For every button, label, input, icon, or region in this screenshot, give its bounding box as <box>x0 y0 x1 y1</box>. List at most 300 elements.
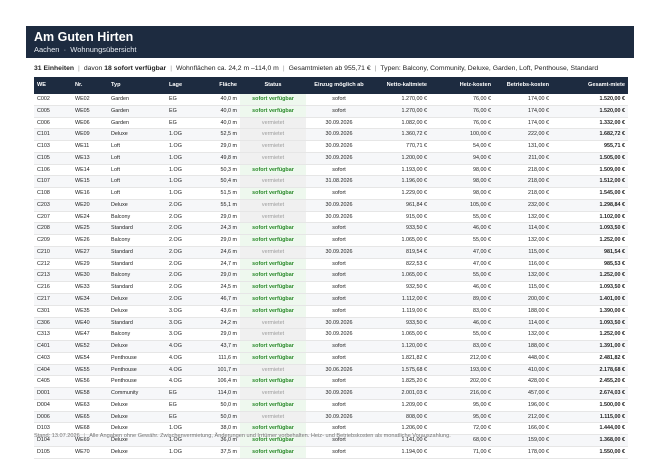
operating-costs: 188,00 € <box>494 341 552 353</box>
net-rent: 808,00 € <box>372 411 430 423</box>
unit-id: C208 <box>34 223 72 235</box>
unit-number: WE20 <box>72 199 108 211</box>
area: 38,0 m <box>204 423 240 435</box>
table-row <box>34 235 628 247</box>
unit-type: Deluxe <box>108 199 166 211</box>
area: 101,7 m <box>204 364 240 376</box>
unit-type: Penthouse <box>108 364 166 376</box>
unit-number: WE29 <box>72 258 108 270</box>
unit-number: WE24 <box>72 211 108 223</box>
col-header-typ: Typ <box>108 77 166 94</box>
operating-costs: 115,00 € <box>494 282 552 294</box>
net-rent: 1.229,00 € <box>372 188 430 200</box>
unit-id: C405 <box>34 376 72 388</box>
unit-type: Deluxe <box>108 399 166 411</box>
separator: | <box>282 65 285 72</box>
unit-id: C216 <box>34 282 72 294</box>
floor: 4.OG <box>166 376 204 388</box>
operating-costs: 131,00 € <box>494 141 552 153</box>
units-count: 31 Einheiten <box>34 65 75 72</box>
floor: 1.OG <box>166 129 204 141</box>
total-rent: 1.512,00 € <box>552 176 628 188</box>
operating-costs: 115,00 € <box>494 246 552 258</box>
floor: 2.OG <box>166 199 204 211</box>
total-rent: 1.401,00 € <box>552 294 628 306</box>
col-header-gesamtmiete: Gesamt-miete <box>552 77 628 94</box>
net-rent: 1.065,00 € <box>372 270 430 282</box>
total-rent: 1.093,50 € <box>552 282 628 294</box>
total-rent: 1.444,00 € <box>552 423 628 435</box>
heating-costs: 68,00 € <box>430 435 494 447</box>
total-rent: 1.298,84 € <box>552 199 628 211</box>
status-badge: sofort verfügbar <box>240 446 306 458</box>
operating-costs: 174,00 € <box>494 94 552 105</box>
unit-number: WE35 <box>72 305 108 317</box>
table-body <box>34 94 628 458</box>
unit-number: WE33 <box>72 282 108 294</box>
net-rent: 770,71 € <box>372 141 430 153</box>
unit-id: C404 <box>34 364 72 376</box>
unit-number: WE14 <box>72 164 108 176</box>
move-in-date: 30.06.2026 <box>306 364 372 376</box>
operating-costs: 218,00 € <box>494 164 552 176</box>
total-rent: 2.455,20 € <box>552 376 628 388</box>
types-list: Typen: Balcony, Community, Deluxe, Garden, Loft, Penthouse, Standard <box>380 65 599 72</box>
heating-costs: 72,00 € <box>430 423 494 435</box>
area: 24,5 m <box>204 282 240 294</box>
move-in-date: sofort <box>306 282 372 294</box>
status-badge: sofort verfügbar <box>240 341 306 353</box>
area: 111,6 m <box>204 352 240 364</box>
unit-type: Standard <box>108 258 166 270</box>
area: 52,5 m <box>204 129 240 141</box>
page-subtitle <box>34 45 626 55</box>
heating-costs: 98,00 € <box>430 164 494 176</box>
heating-costs: 193,00 € <box>430 364 494 376</box>
move-in-date: 30.09.2026 <box>306 117 372 129</box>
heating-costs: 95,00 € <box>430 399 494 411</box>
unit-type: Loft <box>108 176 166 188</box>
unit-type: Loft <box>108 188 166 200</box>
net-rent: 915,00 € <box>372 211 430 223</box>
floor: 1.OG <box>166 188 204 200</box>
table-row <box>34 258 628 270</box>
unit-id: D104 <box>34 435 72 447</box>
area: 51,5 m <box>204 188 240 200</box>
unit-number: WE52 <box>72 341 108 353</box>
area: 24,3 m <box>204 223 240 235</box>
unit-id: C005 <box>34 105 72 117</box>
total-rent: 1.500,00 € <box>552 399 628 411</box>
page-header <box>26 26 634 58</box>
operating-costs: 410,00 € <box>494 364 552 376</box>
heating-costs: 46,00 € <box>430 223 494 235</box>
net-rent: 1.209,00 € <box>372 399 430 411</box>
unit-number: WE13 <box>72 152 108 164</box>
unit-id: C207 <box>34 211 72 223</box>
separator: · <box>61 45 69 54</box>
operating-costs: 114,00 € <box>494 223 552 235</box>
move-in-date: 30.09.2026 <box>306 211 372 223</box>
status-badge: vermietet <box>240 246 306 258</box>
operating-costs: 457,00 € <box>494 388 552 400</box>
col-header-status: Status <box>240 77 306 94</box>
floor: 2.OG <box>166 270 204 282</box>
available-prefix: davon <box>83 65 103 72</box>
net-rent: 1.065,00 € <box>372 329 430 341</box>
table-row <box>34 117 628 129</box>
unit-type: Standard <box>108 317 166 329</box>
unit-id: C403 <box>34 352 72 364</box>
unit-number: WE54 <box>72 352 108 364</box>
unit-id: C103 <box>34 141 72 153</box>
total-rent: 1.509,00 € <box>552 164 628 176</box>
stand-date: Stand: 13.07.2026 <box>34 433 80 439</box>
table-row <box>34 352 628 364</box>
operating-costs: 212,00 € <box>494 411 552 423</box>
move-in-date: sofort <box>306 399 372 411</box>
floor: 2.OG <box>166 246 204 258</box>
total-rent: 1.520,00 € <box>552 105 628 117</box>
col-header-nr: Nr. <box>72 77 108 94</box>
floor: 1.OG <box>166 423 204 435</box>
unit-id: D001 <box>34 388 72 400</box>
unit-id: C203 <box>34 199 72 211</box>
floor: 3.OG <box>166 305 204 317</box>
total-rent: 1.545,00 € <box>552 188 628 200</box>
table-header-row <box>34 77 628 94</box>
move-in-date: 30.09.2026 <box>306 246 372 258</box>
unit-id: C212 <box>34 258 72 270</box>
table-row <box>34 270 628 282</box>
unit-number: WE58 <box>72 388 108 400</box>
status-badge: vermietet <box>240 141 306 153</box>
heating-costs: 89,00 € <box>430 294 494 306</box>
floor: EG <box>166 94 204 105</box>
operating-costs: 132,00 € <box>494 235 552 247</box>
unit-id: D004 <box>34 399 72 411</box>
net-rent: 1.141,00 € <box>372 435 430 447</box>
move-in-date: 30.09.2026 <box>306 317 372 329</box>
floor: 1.OG <box>166 435 204 447</box>
operating-costs: 188,00 € <box>494 305 552 317</box>
move-in-date: 30.09.2026 <box>306 388 372 400</box>
unit-number: WE27 <box>72 246 108 258</box>
table-row <box>34 246 628 258</box>
status-badge: sofort verfügbar <box>240 188 306 200</box>
net-rent: 1.575,68 € <box>372 364 430 376</box>
operating-costs: 232,00 € <box>494 199 552 211</box>
unit-number: WE34 <box>72 294 108 306</box>
move-in-date: sofort <box>306 376 372 388</box>
unit-type: Community <box>108 388 166 400</box>
floor: 2.OG <box>166 294 204 306</box>
unit-id: D103 <box>34 423 72 435</box>
operating-costs: 159,00 € <box>494 435 552 447</box>
unit-number: WE11 <box>72 141 108 153</box>
net-rent: 1.821,82 € <box>372 352 430 364</box>
unit-type: Balcony <box>108 211 166 223</box>
area: 40,0 m <box>204 117 240 129</box>
table-row <box>34 188 628 200</box>
unit-number: WE05 <box>72 105 108 117</box>
floor: EG <box>166 117 204 129</box>
table-row <box>34 164 628 176</box>
operating-costs: 174,00 € <box>494 117 552 129</box>
heating-costs: 94,00 € <box>430 152 494 164</box>
status-badge: vermietet <box>240 176 306 188</box>
status-badge: sofort verfügbar <box>240 105 306 117</box>
total-rent: 1.391,00 € <box>552 341 628 353</box>
area: 40,0 m <box>204 94 240 105</box>
table-row <box>34 446 628 458</box>
floor: 1.OG <box>166 446 204 458</box>
move-in-date: 30.09.2026 <box>306 129 372 141</box>
unit-type: Loft <box>108 164 166 176</box>
rent-from: Gesamtmieten ab 955,71 € <box>288 65 371 72</box>
unit-id: C210 <box>34 246 72 258</box>
floor: EG <box>166 105 204 117</box>
operating-costs: 132,00 € <box>494 329 552 341</box>
total-rent: 2.674,03 € <box>552 388 628 400</box>
net-rent: 1.206,00 € <box>372 423 430 435</box>
operating-costs: 174,00 € <box>494 105 552 117</box>
unit-number: WE55 <box>72 364 108 376</box>
area: 50,4 m <box>204 176 240 188</box>
area: 43,7 m <box>204 341 240 353</box>
total-rent: 1.368,00 € <box>552 435 628 447</box>
col-header-lage: Lage <box>166 77 204 94</box>
status-badge: sofort verfügbar <box>240 376 306 388</box>
col-header-nettokaltmiete: Netto-kaltmiete <box>372 77 430 94</box>
unit-id: C101 <box>34 129 72 141</box>
unit-number: WE02 <box>72 94 108 105</box>
total-rent: 1.252,00 € <box>552 270 628 282</box>
unit-number: WE30 <box>72 270 108 282</box>
area: 29,0 m <box>204 211 240 223</box>
unit-type: Penthouse <box>108 352 166 364</box>
table-row <box>34 129 628 141</box>
net-rent: 1.120,00 € <box>372 341 430 353</box>
heating-costs: 55,00 € <box>430 329 494 341</box>
units-table <box>34 77 628 459</box>
heating-costs: 47,00 € <box>430 258 494 270</box>
heating-costs: 83,00 € <box>430 341 494 353</box>
status-badge: vermietet <box>240 129 306 141</box>
total-rent: 1.550,00 € <box>552 446 628 458</box>
heating-costs: 46,00 € <box>430 282 494 294</box>
col-header-we: WE <box>34 77 72 94</box>
status-badge: vermietet <box>240 411 306 423</box>
summary-line <box>34 64 634 73</box>
heating-costs: 98,00 € <box>430 188 494 200</box>
unit-number: WE26 <box>72 235 108 247</box>
unit-type: Loft <box>108 141 166 153</box>
operating-costs: 132,00 € <box>494 270 552 282</box>
separator: | <box>374 65 377 72</box>
heating-costs: 55,00 € <box>430 235 494 247</box>
total-rent: 2.178,68 € <box>552 364 628 376</box>
status-badge: sofort verfügbar <box>240 270 306 282</box>
total-rent: 1.505,00 € <box>552 152 628 164</box>
heating-costs: 76,00 € <box>430 105 494 117</box>
total-rent: 1.682,72 € <box>552 129 628 141</box>
operating-costs: 448,00 € <box>494 352 552 364</box>
area: 40,0 m <box>204 105 240 117</box>
unit-type: Deluxe <box>108 411 166 423</box>
area: 43,6 m <box>204 305 240 317</box>
status-badge: sofort verfügbar <box>240 282 306 294</box>
unit-number: WE06 <box>72 117 108 129</box>
col-header-einzug: Einzug möglich ab <box>306 77 372 94</box>
move-in-date: sofort <box>306 435 372 447</box>
total-rent: 1.520,00 € <box>552 94 628 105</box>
net-rent: 1.082,00 € <box>372 117 430 129</box>
unit-number: WE69 <box>72 435 108 447</box>
status-badge: sofort verfügbar <box>240 164 306 176</box>
unit-type: Deluxe <box>108 341 166 353</box>
move-in-date: sofort <box>306 235 372 247</box>
unit-number: WE56 <box>72 376 108 388</box>
floor: 2.OG <box>166 258 204 270</box>
separator: | <box>83 433 86 439</box>
net-rent: 933,50 € <box>372 317 430 329</box>
table-row <box>34 199 628 211</box>
total-rent: 1.252,00 € <box>552 329 628 341</box>
unit-id: C313 <box>34 329 72 341</box>
floor: 4.OG <box>166 341 204 353</box>
net-rent: 819,54 € <box>372 246 430 258</box>
move-in-date: sofort <box>306 352 372 364</box>
operating-costs: 218,00 € <box>494 188 552 200</box>
operating-costs: 218,00 € <box>494 176 552 188</box>
status-badge: sofort verfügbar <box>240 94 306 105</box>
net-rent: 1.360,72 € <box>372 129 430 141</box>
table-row <box>34 176 628 188</box>
unit-id: C108 <box>34 188 72 200</box>
floor: 1.OG <box>166 176 204 188</box>
net-rent: 961,84 € <box>372 199 430 211</box>
net-rent: 1.270,00 € <box>372 94 430 105</box>
unit-number: WE47 <box>72 329 108 341</box>
status-badge: sofort verfügbar <box>240 435 306 447</box>
operating-costs: 200,00 € <box>494 294 552 306</box>
floor: 2.OG <box>166 282 204 294</box>
operating-costs: 116,00 € <box>494 258 552 270</box>
table-row <box>34 411 628 423</box>
floor: 2.OG <box>166 223 204 235</box>
col-header-heizkosten: Heiz-kosten <box>430 77 494 94</box>
disclaimer: Alle Angaben ohne Gewähr. Zwischenvermietung, Änderungen und Irrtümer vorbehalten. Heiz- und Betriebskosten als monatliche Vorauszahlung. <box>89 433 451 439</box>
area: 36,0 m <box>204 435 240 447</box>
area: 114,0 m <box>204 388 240 400</box>
move-in-date: sofort <box>306 294 372 306</box>
heating-costs: 105,00 € <box>430 199 494 211</box>
net-rent: 1.196,00 € <box>372 176 430 188</box>
operating-costs: 222,00 € <box>494 129 552 141</box>
move-in-date: sofort <box>306 94 372 105</box>
status-badge: vermietet <box>240 329 306 341</box>
unit-type: Deluxe <box>108 435 166 447</box>
unit-type: Standard <box>108 246 166 258</box>
status-badge: vermietet <box>240 152 306 164</box>
operating-costs: 211,00 € <box>494 152 552 164</box>
total-rent: 1.115,00 € <box>552 411 628 423</box>
page-footer <box>34 433 634 439</box>
heating-costs: 83,00 € <box>430 305 494 317</box>
total-rent: 955,71 € <box>552 141 628 153</box>
floor: EG <box>166 399 204 411</box>
total-rent: 1.390,00 € <box>552 305 628 317</box>
move-in-date: sofort <box>306 105 372 117</box>
table-row <box>34 223 628 235</box>
unit-type: Deluxe <box>108 305 166 317</box>
unit-id: C209 <box>34 235 72 247</box>
heating-costs: 216,00 € <box>430 388 494 400</box>
unit-type: Garden <box>108 105 166 117</box>
area: 46,7 m <box>204 294 240 306</box>
table-row <box>34 105 628 117</box>
status-badge: sofort verfügbar <box>240 223 306 235</box>
net-rent: 1.119,00 € <box>372 305 430 317</box>
table-row <box>34 152 628 164</box>
net-rent: 1.112,00 € <box>372 294 430 306</box>
unit-id: C217 <box>34 294 72 306</box>
operating-costs: 428,00 € <box>494 376 552 388</box>
status-badge: vermietet <box>240 388 306 400</box>
area: 29,0 m <box>204 270 240 282</box>
col-header-flaeche: Fläche <box>204 77 240 94</box>
area: 24,7 m <box>204 258 240 270</box>
heating-costs: 76,00 € <box>430 94 494 105</box>
area-range: Wohnflächen ca. 24,2 m –114,0 m <box>175 65 279 72</box>
net-rent: 2.001,03 € <box>372 388 430 400</box>
unit-number: WE15 <box>72 176 108 188</box>
net-rent: 1.270,00 € <box>372 105 430 117</box>
move-in-date: 30.09.2026 <box>306 152 372 164</box>
city-label: Aachen <box>34 45 60 54</box>
heating-costs: 47,00 € <box>430 246 494 258</box>
table-row <box>34 388 628 400</box>
total-rent: 1.093,50 € <box>552 317 628 329</box>
floor: 2.OG <box>166 211 204 223</box>
unit-id: C006 <box>34 117 72 129</box>
area: 37,5 m <box>204 446 240 458</box>
heating-costs: 71,00 € <box>430 446 494 458</box>
move-in-date: sofort <box>306 258 372 270</box>
separator: | <box>170 65 172 72</box>
net-rent: 1.065,00 € <box>372 235 430 247</box>
operating-costs: 132,00 € <box>494 211 552 223</box>
table-row <box>34 399 628 411</box>
floor: EG <box>166 411 204 423</box>
unit-id: C213 <box>34 270 72 282</box>
net-rent: 1.193,00 € <box>372 164 430 176</box>
unit-type: Deluxe <box>108 294 166 306</box>
status-badge: vermietet <box>240 117 306 129</box>
table-row <box>34 211 628 223</box>
unit-id: C306 <box>34 317 72 329</box>
available-count: 18 sofort verfügbar <box>104 65 167 72</box>
unit-id: C107 <box>34 176 72 188</box>
area: 55,1 m <box>204 199 240 211</box>
unit-number: WE65 <box>72 411 108 423</box>
heating-costs: 100,00 € <box>430 129 494 141</box>
area: 29,0 m <box>204 235 240 247</box>
unit-type: Garden <box>108 117 166 129</box>
status-badge: vermietet <box>240 211 306 223</box>
unit-id: C401 <box>34 341 72 353</box>
